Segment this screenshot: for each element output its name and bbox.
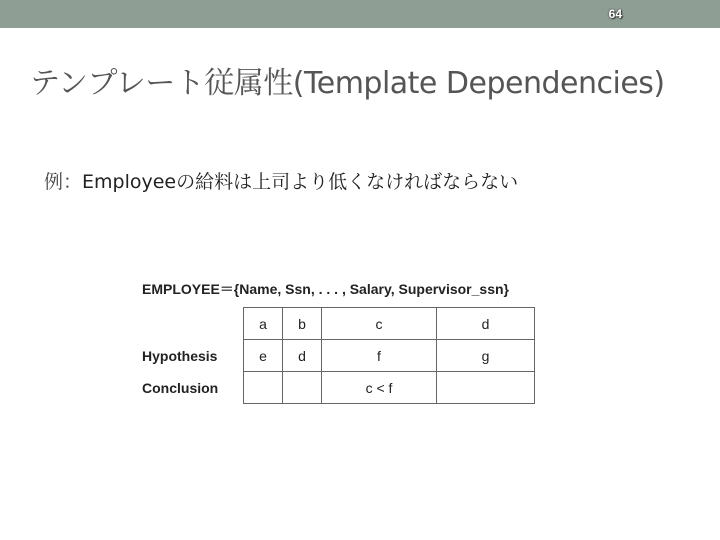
hypothesis-label: Hypothesis xyxy=(142,347,218,364)
table-cell: d xyxy=(283,340,322,372)
top-bar xyxy=(0,0,720,28)
conclusion-label: Conclusion xyxy=(142,379,219,396)
table-cell xyxy=(244,372,283,404)
table-row xyxy=(142,340,535,372)
table-row xyxy=(142,308,535,340)
table-cell: f xyxy=(322,340,437,372)
table-cell xyxy=(437,372,535,404)
conclusion-cell: c < f xyxy=(322,372,437,404)
table-cell: g xyxy=(437,340,535,372)
table-row xyxy=(142,372,535,404)
example-bullet xyxy=(44,167,518,194)
example-text: Employeeの給料は上司より低くなければならない xyxy=(82,171,519,193)
table-cell: e xyxy=(244,340,283,372)
page-number: 64 xyxy=(608,7,622,21)
row-label xyxy=(142,308,244,340)
table-cell: c xyxy=(322,308,437,340)
slide-title: テンプレート従属性(Template Dependencies) xyxy=(30,66,665,101)
example-prefix: 例： xyxy=(44,171,83,193)
table-cell: a xyxy=(244,308,283,340)
relation-schema: EMPLOYEE＝{Name, Ssn, . . . , Salary, Supervisor_ssn} xyxy=(142,281,509,297)
table-cell: d xyxy=(437,308,535,340)
table-cell xyxy=(283,372,322,404)
table-cell: b xyxy=(283,308,322,340)
template-dependency-table xyxy=(142,307,535,404)
